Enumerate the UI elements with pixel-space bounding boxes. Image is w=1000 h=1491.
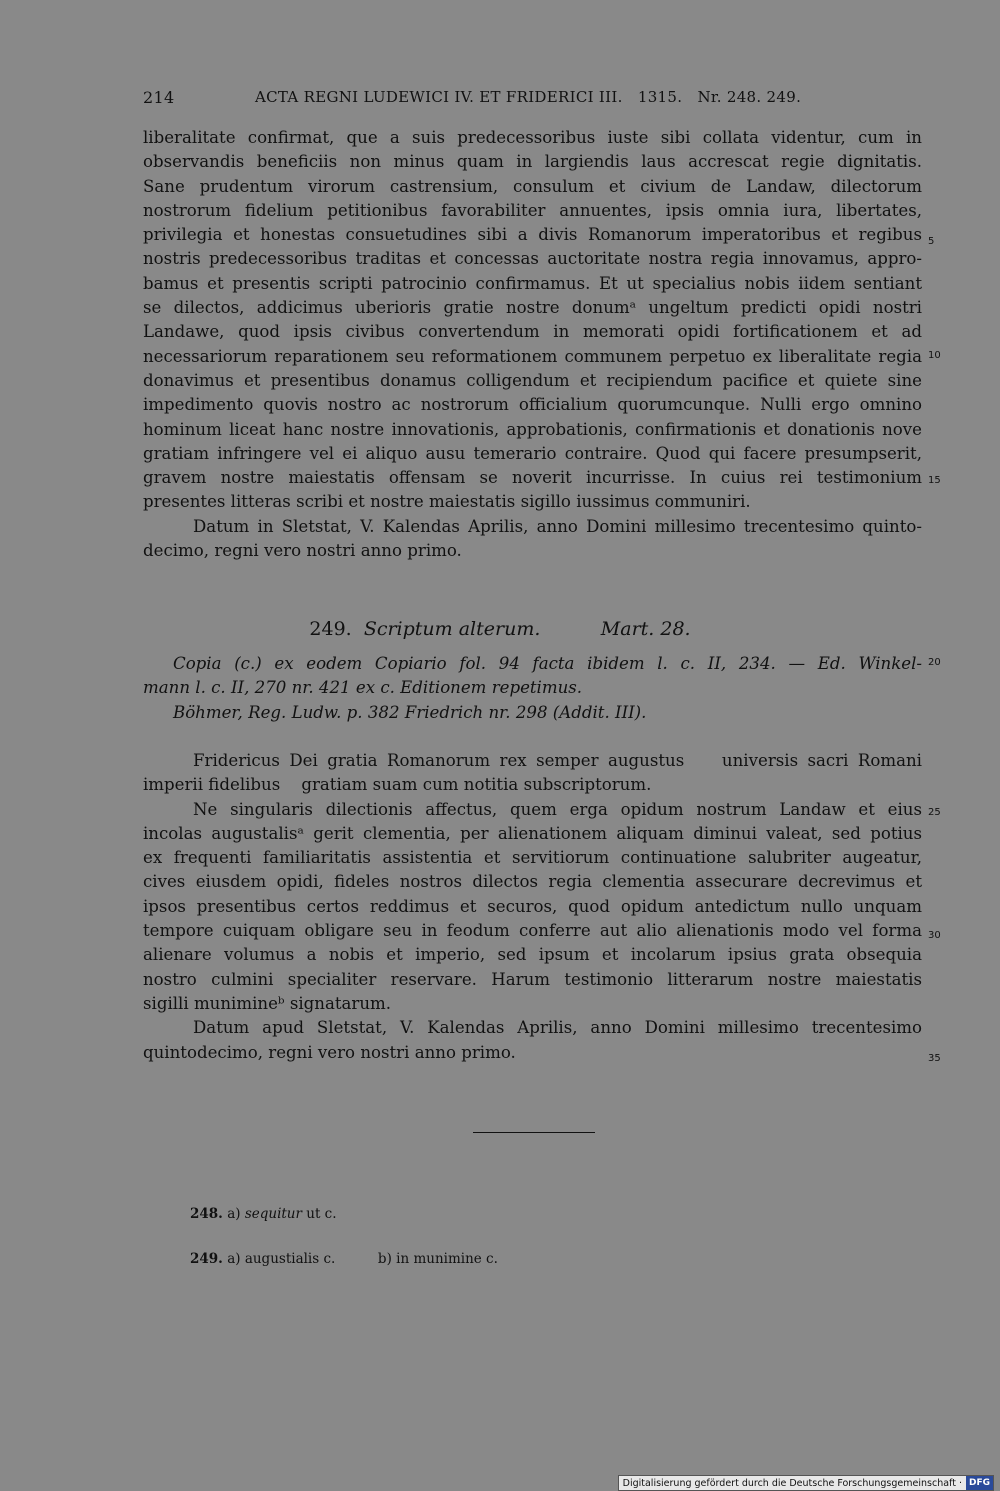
text-line: privilegia et honestas consuetudines sibi a divis Romanorum imperatoribus et regibus — [143, 225, 922, 245]
text-line: tempore cuiquam obligare seu in feodum conferre aut alio alienationis modo vel forma — [143, 921, 922, 941]
text-line: nostro culmini specialiter reservare. Harum testimonio litterarum nostre maiestatis — [143, 969, 922, 989]
text-line: gravem nostre maiestatis offensam se noverit incurrisse. In cuius rei testimonium — [143, 468, 922, 488]
line-number: 15 — [928, 475, 941, 486]
intitulatio-line: imperii fidelibus gratiam suam cum notitia subscriptorum. — [143, 775, 652, 795]
footnote-number: 249. — [190, 1251, 223, 1267]
source-line: Böhmer, Reg. Ludw. p. 382 Friedrich nr. 298 (Addit. III). — [173, 702, 647, 722]
text-line: cives eiusdem opidi, fideles nostros dilectos regia clementia assecurare decrevimus et — [143, 872, 922, 892]
source-line: Copia (c.) ex eodem Copiario fol. 94 facta ibidem l. c. II, 234. — Ed. Winkel- — [173, 654, 922, 673]
footnote-mark: b) — [377, 1251, 392, 1267]
footnote-text: in munimine c. — [396, 1251, 498, 1267]
line-number: 10 — [928, 350, 941, 361]
doc248-body — [143, 126, 922, 563]
running-title: ACTA REGNI LUDEWICI IV. ET FRIDERICI III. 1315. Nr. 248. 249. — [255, 88, 802, 106]
text-line: necessariorum reparationem seu reformationem communem perpetuo ex liberalitate regia — [143, 346, 922, 366]
document-title — [0, 618, 1000, 640]
text-line: gratiam infringere vel ei aliquo ausu temerario contraire. Quod qui facere presumpserit, — [143, 443, 922, 463]
datum-line: Datum in Sletstat, V. Kalendas Aprilis, anno Domini millesimo trecentesimo quinto- — [193, 516, 922, 536]
datum-line: quintodecimo, regni vero nostri anno primo. — [143, 1042, 516, 1062]
text-line: nostris predecessoribus traditas et concessas auctoritate nostra regia innovamus, appro- — [143, 249, 922, 269]
text-line: nostrorum fidelium petitionibus favorabiliter annuentes, ipsis omnia iura, libertates, — [143, 200, 922, 220]
footnote-text: augustialis c. — [244, 1251, 336, 1267]
text-line: incolas augustalisᵃ gerit clementia, per alienationem aliquam diminui valeat, sed potius — [143, 823, 922, 843]
dfg-logo: DFG — [966, 1476, 993, 1490]
text-line: bamus et presentis scripti patrocinio confirmamus. Et ut specialius nobis iidem sentiant — [143, 273, 922, 293]
line-number: 25 — [928, 807, 941, 818]
text-line: hominum liceat hanc nostre innovationis, approbationis, confirmationis et donationis nove — [143, 419, 922, 439]
text-line: donavimus et presentibus donamus colligendum et recipiendum pacifice et quiete sine — [143, 370, 922, 390]
footnote-number: 248. — [190, 1206, 223, 1222]
funding-footer — [618, 1475, 994, 1491]
text-line: presentes litteras scribi et nostre maiestatis sigillo iussimus communiri. — [143, 492, 751, 512]
text-line: liberalitate confirmat, que a suis predecessoribus iuste sibi collata videntur, cum in — [143, 128, 922, 147]
line-number: 35 — [928, 1053, 941, 1064]
source-line: mann l. c. II, 270 nr. 421 ex c. Editionem repetimus. — [143, 678, 583, 698]
footer-text: Digitalisierung gefördert durch die Deutsche Forschungsgemeinschaft · — [622, 1477, 962, 1489]
source-notes — [143, 652, 922, 725]
footnote-text: sequitur — [244, 1206, 302, 1222]
footnote-249 — [190, 1251, 498, 1267]
title-date: Mart. 28. — [600, 618, 691, 640]
text-line: Sane prudentum virorum castrensium, consulum et civium de Landaw, dilectorum — [143, 176, 922, 196]
text-line: sigilli munimineᵇ signatarum. — [143, 993, 392, 1013]
title-text: Scriptum alterum. — [363, 618, 541, 640]
text-line: se dilectos, addicimus uberioris gratie nostre donumᵃ ungeltum predicti opidi nostri — [143, 298, 922, 318]
intitulatio-line: Fridericus Dei gratia Romanorum rex semper augustus universis sacri Romani — [193, 751, 922, 770]
line-number: 20 — [928, 657, 941, 668]
datum-line: decimo, regni vero nostri anno primo. — [143, 541, 462, 561]
section-divider — [473, 1132, 595, 1133]
page-number: 214 — [143, 88, 175, 107]
title-number: 249. — [309, 618, 352, 640]
footnote-248 — [190, 1206, 337, 1222]
footnote-mark: a) — [227, 1251, 241, 1267]
text-line: ex frequenti familiaritatis assistentia et servitiorum continuatione salubriter augeatur, — [143, 848, 922, 868]
text-line: Landawe, quod ipsis civibus convertendum in memorati opidi fortificationem et ad — [143, 322, 922, 342]
line-number: 30 — [928, 930, 941, 941]
text-line: Ne singularis dilectionis affectus, quem erga opidum nostrum Landaw et eius — [193, 799, 922, 819]
footnote-text: ut c. — [306, 1206, 337, 1222]
datum-line: Datum apud Sletstat, V. Kalendas Aprilis, anno Domini millesimo trecentesimo — [193, 1018, 922, 1038]
text-line: ipsos presentibus certos reddimus et securos, quod opidum antedictum nullo unquam — [143, 896, 922, 916]
line-number: 5 — [928, 236, 935, 247]
footnote-mark: a) — [227, 1206, 241, 1222]
doc249-body — [143, 749, 922, 1065]
text-line: observandis beneficiis non minus quam in largiendis laus accrescat regie dignitatis. — [143, 152, 922, 172]
text-line: impedimento quovis nostro ac nostrorum officialium quorumcunque. Nulli ergo omnino — [143, 395, 922, 415]
text-line: alienare volumus a nobis et imperio, sed ipsum et incolarum ipsius grata obsequia — [143, 945, 922, 965]
